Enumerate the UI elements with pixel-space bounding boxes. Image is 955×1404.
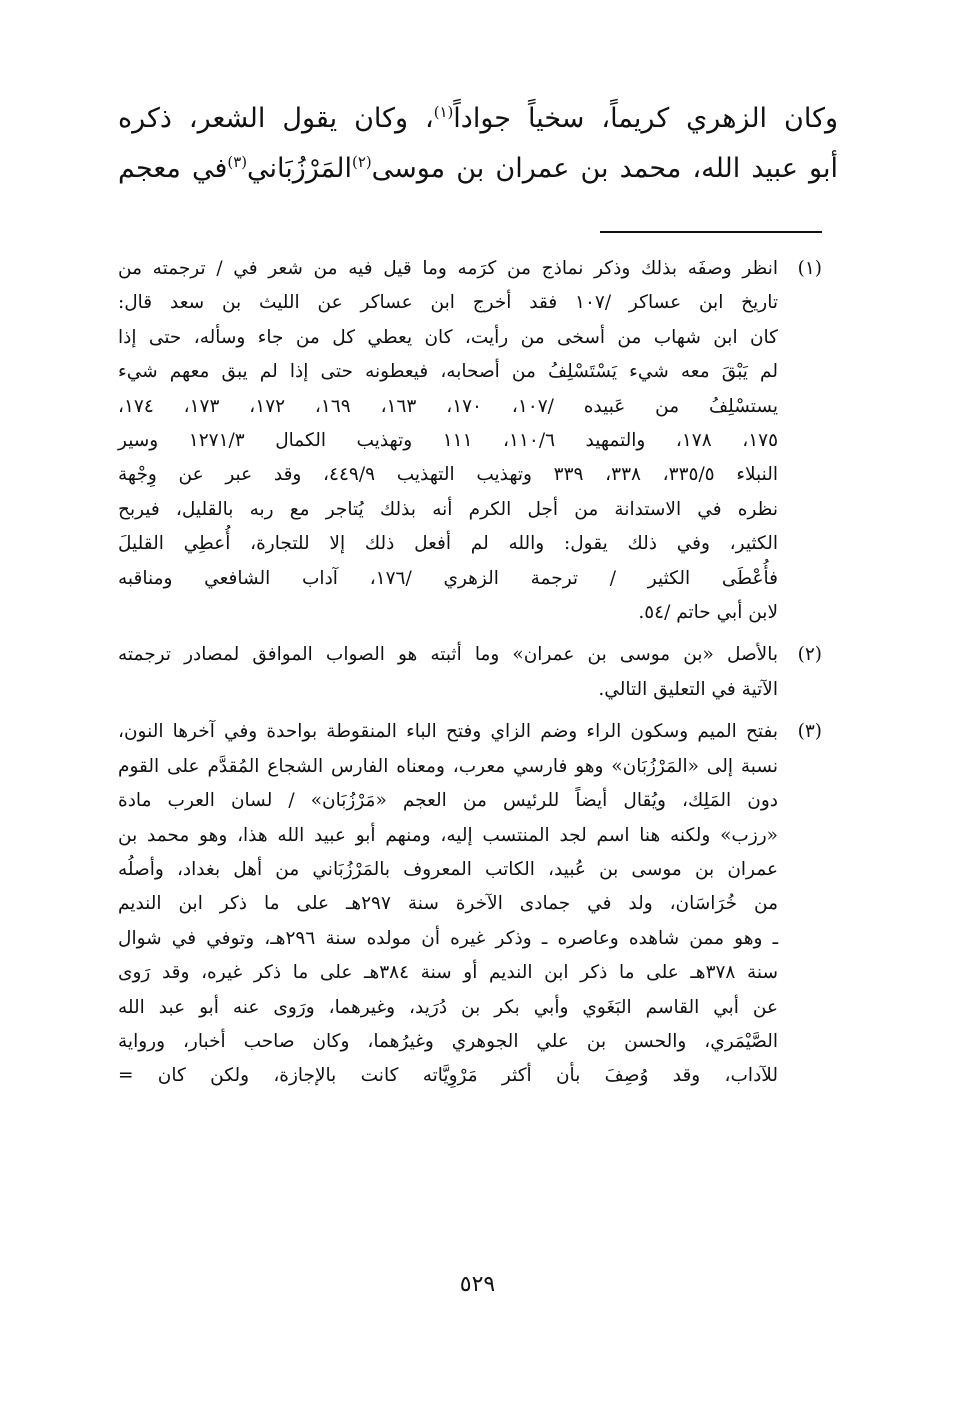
footnote-line: انظر وصفَه بذلك وذكر نماذج من كرَمه وما قيل فيه من شعر في / ترجمته من (118, 258, 778, 279)
footnote-line: لابن أبي حاتم /٥٤. (638, 602, 778, 624)
footnote-text (118, 252, 778, 630)
footnote-line: ١٧٥، ١٧٨، والتمهيد ١١٠/٦، ١١١ وتهذيب الكمال ١٢٧١/٣ وسير (118, 430, 779, 452)
footnote-line: نسبة إلى «المَرْزُبَان» وهو فارسي معرب، ومعناه الفارس الشجاع المُقدَّم على القوم (118, 755, 778, 777)
main-text (118, 94, 838, 194)
footnote-3 (118, 715, 822, 1093)
footnote-line: «رزب» ولكنه هنا اسم لجد المنتسب إليه، ومنهم أبو عبيد الله هذا، وهو محمد بن (118, 824, 778, 846)
main-text-segment: في معجم (118, 153, 228, 184)
main-text-line-1 (118, 94, 838, 144)
footnote-separator (600, 231, 822, 233)
main-text-segment: ، وكان يقول الشعر، ذكره (118, 103, 434, 134)
footnote-line: دون المَلِك، ويُقال أيضاً للرئيس من العجم «مَرْزُبَان» / لسان العرب مادة (118, 790, 778, 812)
main-text-line-2 (118, 144, 838, 194)
footnote-line: الكثير، وفي ذلك يقول: والله لم أفعل ذلك إلا للتجارة، أُعطِي القليلَ (118, 533, 778, 555)
main-text-segment: المَرْزُبَاني (246, 153, 353, 184)
footnote-line: بفتح الميم وسكون الراء وضم الزاي وفتح الباء المنقوطة بواحدة وفي آخرها النون، (118, 721, 778, 743)
main-text-segment: أبو عبيد الله، محمد بن عمران بن موسى (371, 153, 838, 184)
footnote-2 (118, 638, 822, 707)
footnote-line: بالأصل «بن موسى بن عمران» وما أثبته هو الصواب الموافق لمصادر ترجمته (118, 644, 778, 666)
footnote-line: نظره في الاستدانة من أجل الكرم أنه بذلك يُتاجر مع ربه بالقليل، فيربح (118, 498, 778, 520)
footnote-ref-3: (٣) (227, 153, 247, 171)
footnote-line: للآداب، وقد وُصِفَ بأن أكثر مَرْوِيَّاته كانت بالإجازة، ولكن كان = (118, 1065, 778, 1087)
footnote-text (118, 638, 778, 707)
footnote-number: (٢) (797, 644, 822, 666)
footnote-line: تاريخ ابن عساكر /١٠٧ فقد أخرج ابن عساكر عن الليث بن سعد قال: (118, 292, 778, 314)
footnote-line: لم يَبْقَ معه شيء يَسْتَسْلِفُ من أصحابه، فيعطونه حتى إذا لم يبق معهم شيء (118, 361, 778, 383)
footnote-line: عن أبي القاسم البَغَوي وأبي بكر بن دُرَيد، وغيرهما، ورَوى عنه أبو عبد الله (118, 996, 778, 1018)
footnote-line: يستسْلِفُ من عَبيده /١٠٧، ١٧٠، ١٦٣، ١٦٩، ١٧٢، ١٧٣، ١٧٤، (118, 395, 779, 417)
footnotes (118, 252, 822, 1102)
footnote-line: الآتية في التعليق التالي. (598, 678, 778, 700)
footnote-line: النبلاء ٣٣٥/٥، ٣٣٨، ٣٣٩ وتهذيب التهذيب ٤٤٩/٩، وقد عبر عن وِجْهة (118, 464, 779, 486)
footnote-line: كان ابن شهاب من أسخى من رأيت، كان يعطي كل من جاء وسأله، حتى إذا (118, 326, 778, 348)
footnote-line: من خُرَاسَان، ولد في جمادى الآخرة سنة ٢٩٧هـ على ما ذكر ابن النديم (118, 893, 778, 915)
main-text-segment: وكان الزهري كريماً، سخياً جواداً (453, 103, 838, 134)
footnote-line: الصَّيْمَري، والحسن بن علي الجوهري وغيرُهما، وكان صاحب أخبار، ورواية (118, 1030, 778, 1052)
footnote-1 (118, 252, 822, 630)
footnote-ref-1: (١) (433, 103, 454, 121)
footnote-line: فأُعْطَى الكثير / ترجمة الزهري /١٧٦، آداب الشافعي ومناقبه (118, 567, 779, 589)
footnote-line: ـ وهو ممن شاهده وعاصره ـ وذكر غيره أن مولده سنة ٢٩٦هـ، وتوفي في شوال (118, 927, 778, 949)
footnote-line: عمران بن موسى بن عُبيد، الكاتب المعروف بالمَرْزُبَاني من أهل بغداد، وأصلُه (118, 858, 778, 880)
footnote-text (118, 715, 778, 1093)
footnote-line: سنة ٣٧٨هـ على ما ذكر ابن النديم أو سنة ٣٨٤هـ على ما ذكر غيره، وقد رَوى (118, 962, 778, 984)
page-number: ٥٢٩ (459, 1272, 496, 1297)
footnote-number: (١) (797, 258, 822, 279)
footnote-ref-2: (٢) (352, 153, 372, 171)
footnote-number: (٣) (797, 721, 822, 743)
